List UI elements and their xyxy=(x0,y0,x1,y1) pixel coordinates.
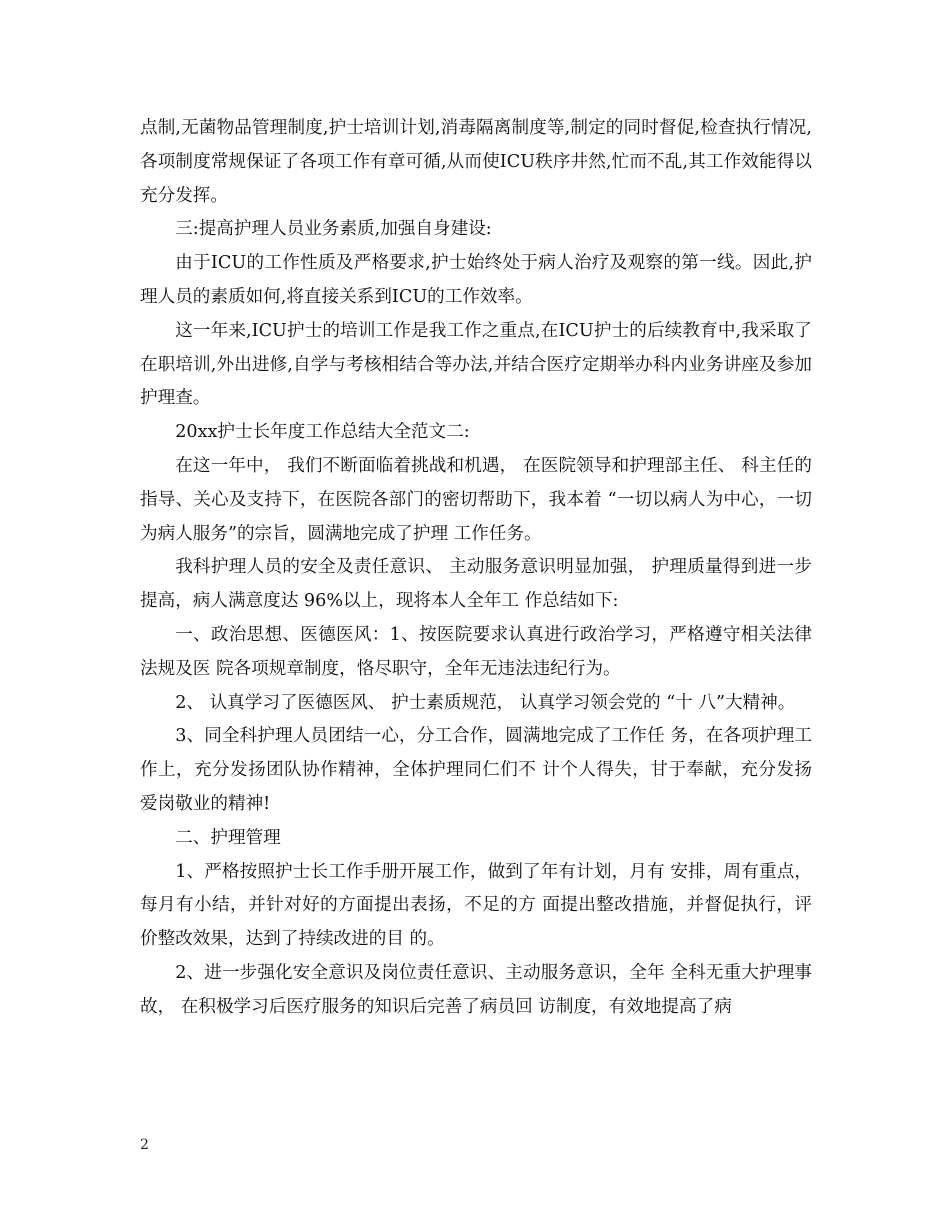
page-number: 2 xyxy=(140,1137,149,1153)
paragraph-continuation: 点制,无菌物品管理制度,护士培训计划,消毒隔离制度等,制定的同时督促,检查执行情况,各项制度常规保证了各项工作有章可循,从而使ICU秩序井然,忙而不乱,其工作效能得以充分发挥。 xyxy=(140,118,812,206)
paragraph: 这一年来,ICU护士的培训工作是我工作之重点,在ICU护士的后续教育中,我采取了在职培训,外出进修,自学与考核相结合等办法,并结合医疗定期举办科内业务讲座及参加护理查。 xyxy=(140,320,812,409)
document-body xyxy=(140,112,812,1025)
article-heading: 20xx护士长年度工作总结大全范文二: xyxy=(175,422,470,443)
paragraph: 一、政治思想、医德医风：1、按医院要求认真进行政治学习，严格遵守相关法律法规及医 院各项规章制度，恪尽职守，全年无违法违纪行为。 xyxy=(140,624,812,679)
paragraph: 在这一年中， 我们不断面临着挑战和机遇， 在医院领导和护理部主任、 科主任的指导、关心及支持下，在医院各部门的密切帮助下，我本着 “一切以病人为中心，一切为病人服务”的宗旨，圆满地完成了护理 工作任务。 xyxy=(140,455,812,544)
paragraph: 由于ICU的工作性质及严格要求,护士始终处于病人治疗及观察的第一线。因此,护理人员的素质如何,将直接关系到ICU的工作效率。 xyxy=(140,253,812,307)
section-heading-3: 三:提高护理人员业务素质,加强自身建设: xyxy=(175,219,492,240)
paragraph: 2、 认真学习了医德医风、 护士素质规范， 认真学习领会党的 “十 八”大精神。 xyxy=(175,692,796,713)
paragraph: 2、进一步强化安全意识及岗位责任意识、主动服务意识，全年 全科无重大护理事故， 在积极学习后医疗服务的知识后完善了病员回 访制度，有效地提高了病 xyxy=(140,962,812,1017)
paragraph: 3、同全科护理人员团结一心，分工合作，圆满地完成了工作任 务，在各项护理工作上，充分发扬团队协作精神，全体护理同仁们不 计个人得失，甘于奉献，充分发扬爱岗敬业的精神! xyxy=(140,726,812,814)
section-heading: 二、护理管理 xyxy=(175,827,281,848)
paragraph: 1、严格按照护士长工作手册开展工作，做到了年有计划，月有 安排，周有重点，每月有小结，并针对好的方面提出表扬，不足的方 面提出整改措施，并督促执行，评价整改效果，达到了持续改进的目 的。 xyxy=(140,861,812,950)
paragraph: 我科护理人员的安全及责任意识、 主动服务意识明显加强， 护理质量得到进一步提高，病人满意度达 96%以上，现将本人全年工 作总结如下: xyxy=(140,557,812,612)
